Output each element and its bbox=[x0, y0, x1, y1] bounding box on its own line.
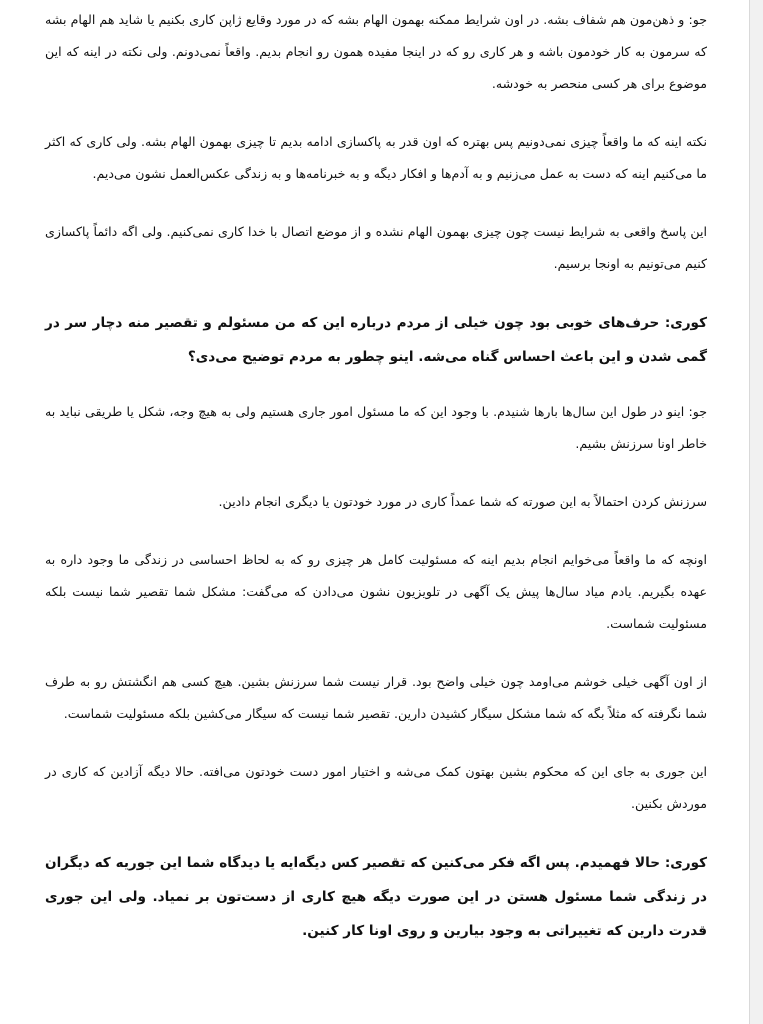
paragraph: اونچه که ما واقعاً می‌خوایم انجام بدیم اینه که مسئولیت کامل هر چیزی رو که به لحاظ احساسی در زندگی ما وجود داره به عهده بگیریم. یادم میاد سال‌ها پیش یک آگهی در تلویزیون نشون می‌دادن که می‌گفت: مشکل شما تقصیر شما نیست بلکه مسئولیت شماست. bbox=[45, 552, 707, 631]
question-paragraph: کوری: حالا فهمیدم. پس اگه فکر می‌کنین که تقصیر کس دیگه‌ایه یا دیدگاه شما این جوریه که دیگران در زندگی شما مسئول هستن در این صورت دیگه هیچ کاری از دست‌تون بر نمیاد. ولی این جوری قدرت دارین که تغییراتی به وجود بیارین و روی اونا کار کنین. bbox=[45, 855, 707, 939]
paragraph: این جوری به جای این که محکوم بشین بهتون کمک می‌شه و اختیار امور دست خودتون می‌افته. حالا دیگه آزادین که کاری در موردش بکنین. bbox=[45, 764, 707, 811]
paragraph: جو: و ذهن‌مون هم شفاف بشه. در اون شرایط ممکنه بهمون الهام بشه که در مورد وقایع ژاپن کاری بکنیم یا شاید هم الهام بشه که سرمون به کار خودمون باشه و هر کاری رو که در اینجا مفیده همون رو انجام بدیم. واقعاً نمی‌دونم. ولی نکته در اینه که این موضوع برای هر کسی منحصر به خودشه. bbox=[45, 12, 707, 91]
scrollbar-track[interactable] bbox=[749, 0, 763, 1024]
paragraph: این پاسخ واقعی به شرایط نیست چون چیزی بهمون الهام نشده و از موضع اتصال با خدا کاری نمی‌کنیم. ولی اگه دائماً پاکسازی کنیم می‌تونیم به اونجا برسیم. bbox=[45, 224, 707, 271]
paragraph: جو: اینو در طول این سال‌ها بارها شنیدم. با وجود این که ما مسئول امور جاری هستیم ولی به هیچ وجه، شکل یا طریقی نباید به خاطر اونا سرزنش بشیم. bbox=[45, 404, 707, 451]
paragraph: نکته اینه که ما واقعاً چیزی نمی‌دونیم پس بهتره که اون قدر به پاکسازی ادامه بدیم تا چیزی بهمون الهام بشه. ولی کاری که اکثر ما می‌کنیم اینه که دست به عمل می‌زنیم و به آدم‌ها و افکار دیگه و به خبرنامه‌ها و به زندگی عکس‌العمل نشون می‌دیم. bbox=[45, 134, 707, 181]
question-paragraph: کوری: حرف‌های خوبی بود چون خیلی از مردم درباره این که من مسئولم و تقصیر منه دچار سر در گمی شدن و این باعث احساس گناه می‌شه. اینو چطور به مردم توضیح می‌دی؟ bbox=[45, 315, 707, 365]
paragraph: از اون آگهی خیلی خوشم می‌اومد چون خیلی واضح بود. قرار نیست شما سرزنش بشین. هیچ کسی هم انگشتش رو به طرف شما نگرفته که مثلاً بگه که شما مشکل سیگار کشیدن دارین. تقصیر شما نیست که سیگار می‌کشین بلکه مسئولیت شماست. bbox=[45, 674, 707, 721]
paragraph: سرزنش کردن احتمالاً به این صورته که شما عمداً کاری در مورد خودتون یا دیگری انجام دادین. bbox=[218, 494, 707, 509]
